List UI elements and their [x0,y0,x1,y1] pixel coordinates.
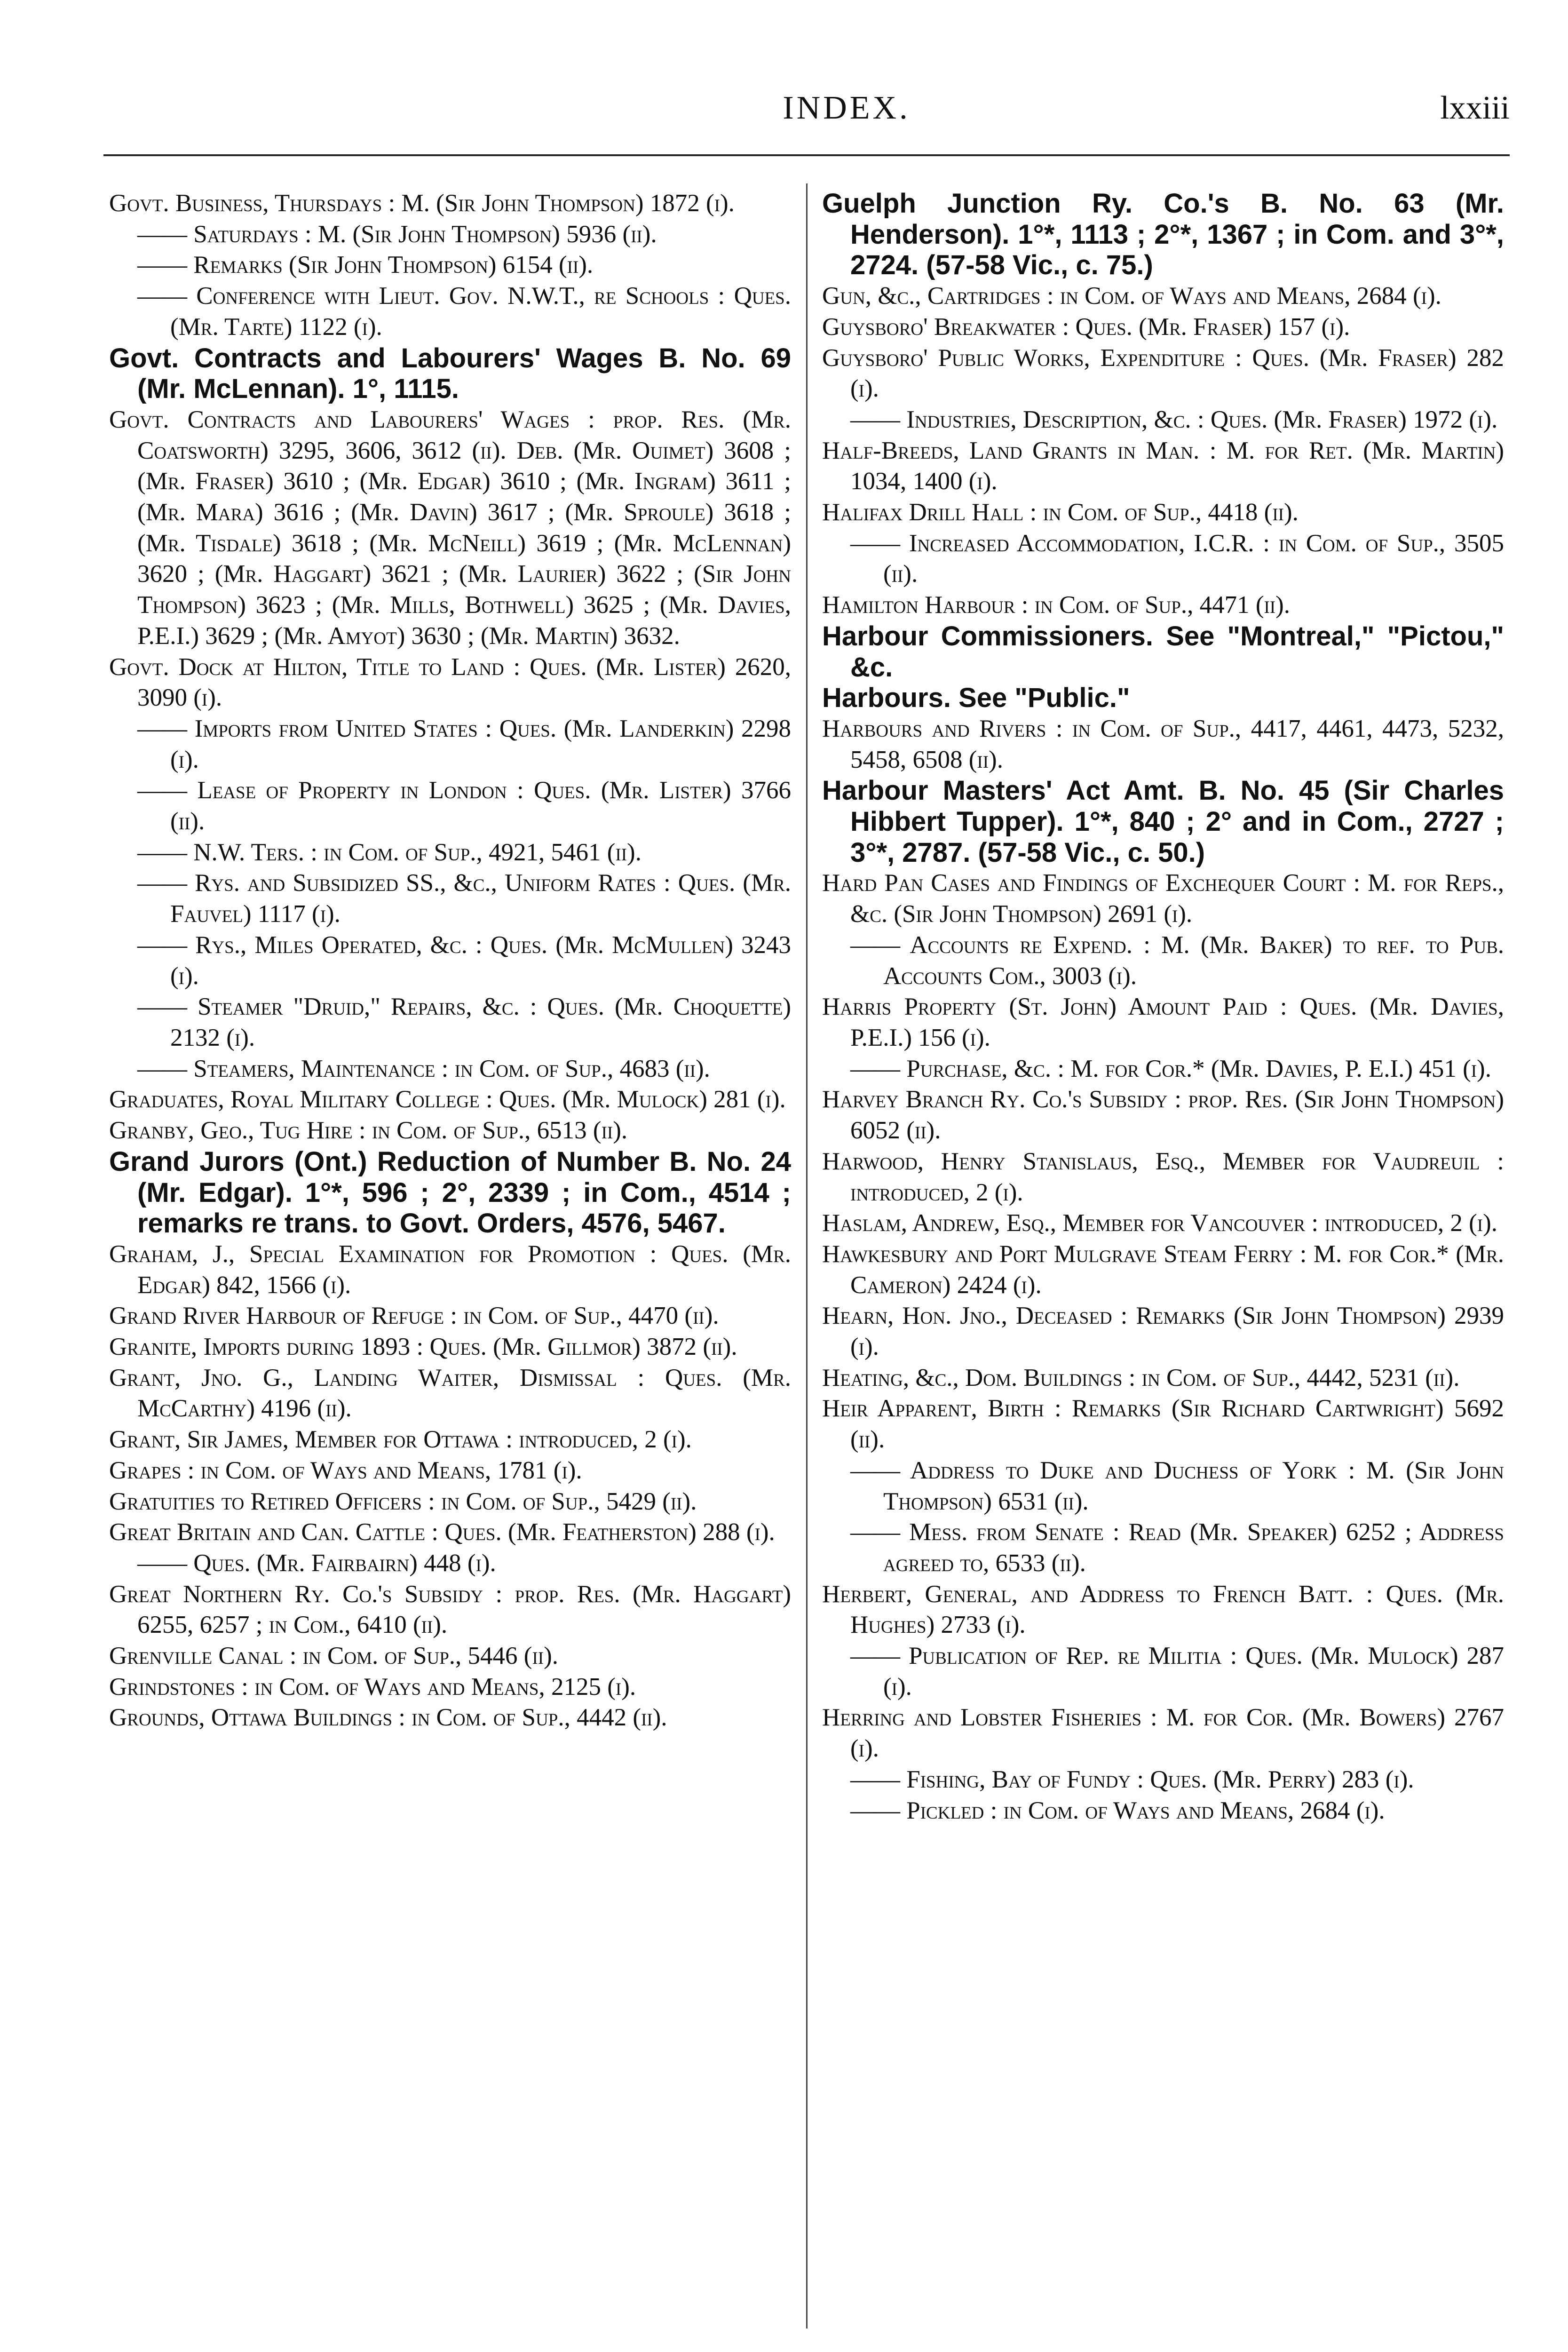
index-entry: Harvey Branch Ry. Co.'s Subsidy : prop. Res. (Sir John Thompson) 6052 (ii). [822,1086,1504,1144]
index-entry: Harbour Masters' Act Amt. B. No. 45 (Sir Charles Hibbert Tupper). 1°*, 840 ; 2° and in Com., 2727 ; 3°*, 2787. (57-58 Vic., c. 50.) [822,775,1504,868]
index-entry: Great Britain and Can. Cattle : Ques. (Mr. Featherston) 288 (i). [109,1518,775,1546]
index-entry: Grounds, Ottawa Buildings : in Com. of Sup., 4442 (ii). [109,1704,667,1732]
index-entry: —— Imports from United States : Ques. (Mr. Landerkin) 2298 (i). [137,715,791,773]
index-entry: Gratuities to Retired Officers : in Com. of Sup., 5429 (ii). [109,1487,697,1515]
index-entry: Heating, &c., Dom. Buildings : in Com. of Sup., 4442, 5231 (ii). [822,1364,1460,1391]
index-entry: Govt. Contracts and Labourers' Wages B. No. 69 (Mr. McLennan). 1°, 1115. [109,342,791,405]
index-entry: —— Ques. (Mr. Fairbairn) 448 (i). [137,1549,496,1577]
index-entry: —— N.W. Ters. : in Com. of Sup., 4921, 5461 (ii). [137,838,641,866]
page-number: lxxiii [1440,90,1510,126]
index-entry: Harbours and Rivers : in Com. of Sup., 4417, 4461, 4473, 5232, 5458, 6508 (ii). [822,715,1504,773]
index-entry: —— Fishing, Bay of Fundy : Ques. (Mr. Perry) 283 (i). [850,1765,1414,1793]
index-entry: Grapes : in Com. of Ways and Means, 1781 (i). [109,1456,582,1484]
index-entry: Govt. Dock at Hilton, Title to Land : Ques. (Mr. Lister) 2620, 3090 (i). [109,653,791,712]
index-entry: Graham, J., Special Examination for Promotion : Ques. (Mr. Edgar) 842, 1566 (i). [109,1240,791,1299]
running-title: INDEX. [783,90,911,126]
index-entry: —— Mess. from Senate : Read (Mr. Speaker) 6252 ; Address agreed to, 6533 (ii). [850,1518,1504,1577]
index-entry: —— Address to Duke and Duchess of York : M. (Sir John Thompson) 6531 (ii). [850,1456,1504,1515]
index-entry: —— Steamers, Maintenance : in Com. of Sup., 4683 (ii). [137,1055,710,1082]
index-entry: Herbert, General, and Address to French Batt. : Ques. (Mr. Hughes) 2733 (i). [822,1580,1504,1639]
index-entry: Grant, Sir James, Member for Ottawa : introduced, 2 (i). [109,1426,692,1454]
index-entry: Grand Jurors (Ont.) Reduction of Number B. No. 24 (Mr. Edgar). 1°*, 596 ; 2°, 2339 ; in Com., 4514 ; remarks re trans. to Govt. Orders, 4576, 5467. [109,1146,791,1239]
index-entry: —— Lease of Property in London : Ques. (Mr. Lister) 3766 (ii). [137,777,791,835]
index-entry: Herring and Lobster Fisheries : M. for Cor. (Mr. Bowers) 2767 (i). [822,1704,1504,1763]
index-entry: —— Steamer "Druid," Repairs, &c. : Ques. (Mr. Choquette) 2132 (i). [137,993,791,1051]
index-entry: Half-Breeds, Land Grants in Man. : M. for Ret. (Mr. Martin) 1034, 1400 (i). [822,437,1504,495]
index-entry: —— Publication of Rep. re Militia : Ques. (Mr. Mulock) 287 (i). [850,1642,1504,1700]
index-entry: —— Increased Accommodation, I.C.R. : in Com. of Sup., 3505 (ii). [850,529,1504,588]
left-column [109,188,791,1733]
index-entry: Graduates, Royal Military College : Ques. (Mr. Mulock) 281 (i). [109,1086,786,1113]
index-entry: —— Purchase, &c. : M. for Cor.* (Mr. Davies, P. E.I.) 451 (i). [850,1055,1491,1082]
index-entry: Grenville Canal : in Com. of Sup., 5446 (ii). [109,1642,558,1670]
index-entry: —— Rys., Miles Operated, &c. : Ques. (Mr. McMullen) 3243 (i). [137,931,791,990]
index-entry: Halifax Drill Hall : in Com. of Sup., 4418 (ii). [822,499,1299,526]
index-entry: Great Northern Ry. Co.'s Subsidy : prop. Res. (Mr. Haggart) 6255, 6257 ; in Com., 6410 (ii). [109,1580,791,1639]
index-entry: —— Pickled : in Com. of Ways and Means, 2684 (i). [850,1796,1385,1824]
index-entry: Hamilton Harbour : in Com. of Sup., 4471 (ii). [822,591,1291,619]
index-entry: Heir Apparent, Birth : Remarks (Sir Richard Cartwright) 5692 (ii). [822,1395,1504,1454]
index-entry: Guysboro' Public Works, Expenditure : Ques. (Mr. Fraser) 282 (i). [822,344,1504,403]
index-entry: —— Accounts re Expend. : M. (Mr. Baker) to ref. to Pub. Accounts Com., 3003 (i). [850,931,1504,990]
index-entry: —— Saturdays : M. (Sir John Thompson) 5936 (ii). [137,220,657,248]
index-entry: Grindstones : in Com. of Ways and Means, 2125 (i). [109,1673,636,1700]
index-entry: Granite, Imports during 1893 : Ques. (Mr. Gillmor) 3872 (ii). [109,1333,737,1361]
index-entry: Hawkesbury and Port Mulgrave Steam Ferry : M. for Cor.* (Mr. Cameron) 2424 (i). [822,1240,1504,1299]
index-entry: —— Rys. and Subsidized SS., &c., Uniform Rates : Ques. (Mr. Fauvel) 1117 (i). [137,869,791,928]
index-entry: Hard Pan Cases and Findings of Exchequer Court : M. for Reps., &c. (Sir John Thompson) 2691 (i). [822,869,1504,928]
index-entry: Govt. Contracts and Labourers' Wages : prop. Res. (Mr. Coatsworth) 3295, 3606, 3612 (ii). Deb. (Mr. Ouimet) 3608 ; (Mr. Fraser) 3610 ; (Mr. Edgar) 3610 ; (Mr. Ingram) 3611 ; (Mr. Mara) 3616 ; (Mr. Davin) 3617 ; (Mr. Sproule) 3618 ; (Mr. Tisdale) 3618 ; (Mr. McNeill) 3619 ; (Mr. McLennan) 3620 ; (Mr. Haggart) 3621 ; (Mr. Laurier) 3622 ; (Sir John Thompson) 3623 ; (Mr. Mills, Bothwell) 3625 ; (Mr. Davies, P.E.I.) 3629 ; (Mr. Amyot) 3630 ; (Mr. Martin) 3632. [109,405,791,650]
index-entry: —— Remarks (Sir John Thompson) 6154 (ii). [137,251,594,279]
index-entry: Hearn, Hon. Jno., Deceased : Remarks (Sir John Thompson) 2939 (i). [822,1302,1504,1361]
index-entry: Grant, Jno. G., Landing Waiter, Dismissal : Ques. (Mr. McCarthy) 4196 (ii). [109,1364,791,1422]
index-entry: Harwood, Henry Stanislaus, Esq., Member for Vaudreuil : introduced, 2 (i). [822,1147,1504,1206]
column-divider [806,183,808,2328]
index-entry: Govt. Business, Thursdays : M. (Sir John Thompson) 1872 (i). [109,190,735,217]
index-entry: Granby, Geo., Tug Hire : in Com. of Sup., 6513 (ii). [109,1117,628,1144]
right-column [822,188,1504,1826]
header-rule [103,154,1510,156]
index-entry: —— Conference with Lieut. Gov. N.W.T., re Schools : Ques. (Mr. Tarte) 1122 (i). [137,282,791,341]
index-entry: Harris Property (St. John) Amount Paid : Ques. (Mr. Davies, P.E.I.) 156 (i). [822,993,1504,1051]
index-entry: Gun, &c., Cartridges : in Com. of Ways and Means, 2684 (i). [822,282,1441,310]
index-entry: Guelph Junction Ry. Co.'s B. No. 63 (Mr. Henderson). 1°*, 1113 ; 2°*, 1367 ; in Com. and 3°*, 2724. (57-58 Vic., c. 75.) [822,188,1504,281]
index-entry: Haslam, Andrew, Esq., Member for Vancouver : introduced, 2 (i). [822,1209,1497,1237]
index-entry: Harbour Commissioners. See "Montreal," "Pictou," &c. [822,620,1504,683]
index-entry: Grand River Harbour of Refuge : in Com. of Sup., 4470 (ii). [109,1302,719,1330]
index-entry: Harbours. See "Public." [822,683,1130,714]
page-header [103,89,1510,141]
index-entry: —— Industries, Description, &c. : Ques. (Mr. Fraser) 1972 (i). [850,405,1498,433]
index-entry: Guysboro' Breakwater : Ques. (Mr. Fraser) 157 (i). [822,313,1350,341]
